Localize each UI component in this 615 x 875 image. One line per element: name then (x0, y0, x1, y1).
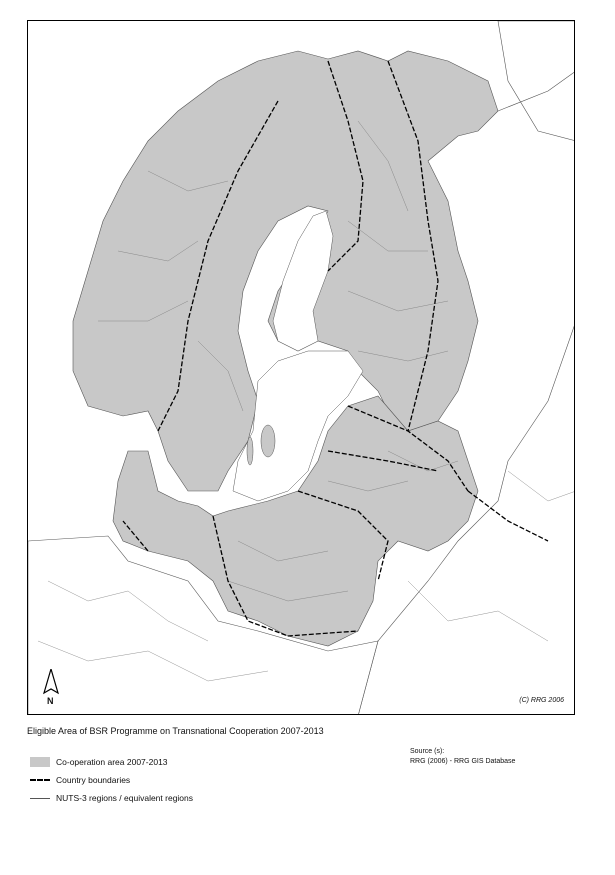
legend (30, 753, 193, 807)
legend-label: NUTS-3 regions / equivalent regions (56, 793, 194, 803)
island-gotland (261, 425, 275, 457)
copyright-text: (C) RRG 2006 (519, 697, 564, 704)
map-title: Eligible Area of BSR Programme on Transnational Cooperation 2007-2013 (27, 726, 324, 736)
legend-swatch-fill (30, 757, 50, 767)
legend-label: Country boundaries (56, 775, 131, 785)
map-canvas (28, 21, 575, 715)
legend-label: Co-operation area 2007-2013 (56, 757, 168, 767)
north-label: N (47, 696, 54, 706)
legend-item-cooperation-area (30, 753, 193, 771)
map (27, 20, 575, 715)
legend-item-nuts3 (30, 789, 193, 807)
island-oland (247, 437, 253, 465)
source-heading: Source (s): (410, 748, 445, 755)
legend-swatch-thin-line (30, 798, 50, 799)
source-text: RRG (2006) - RRG GIS Database (410, 758, 516, 765)
legend-swatch-dashed-line (30, 779, 50, 781)
legend-item-country-boundaries (30, 771, 193, 789)
source-note (410, 747, 515, 767)
